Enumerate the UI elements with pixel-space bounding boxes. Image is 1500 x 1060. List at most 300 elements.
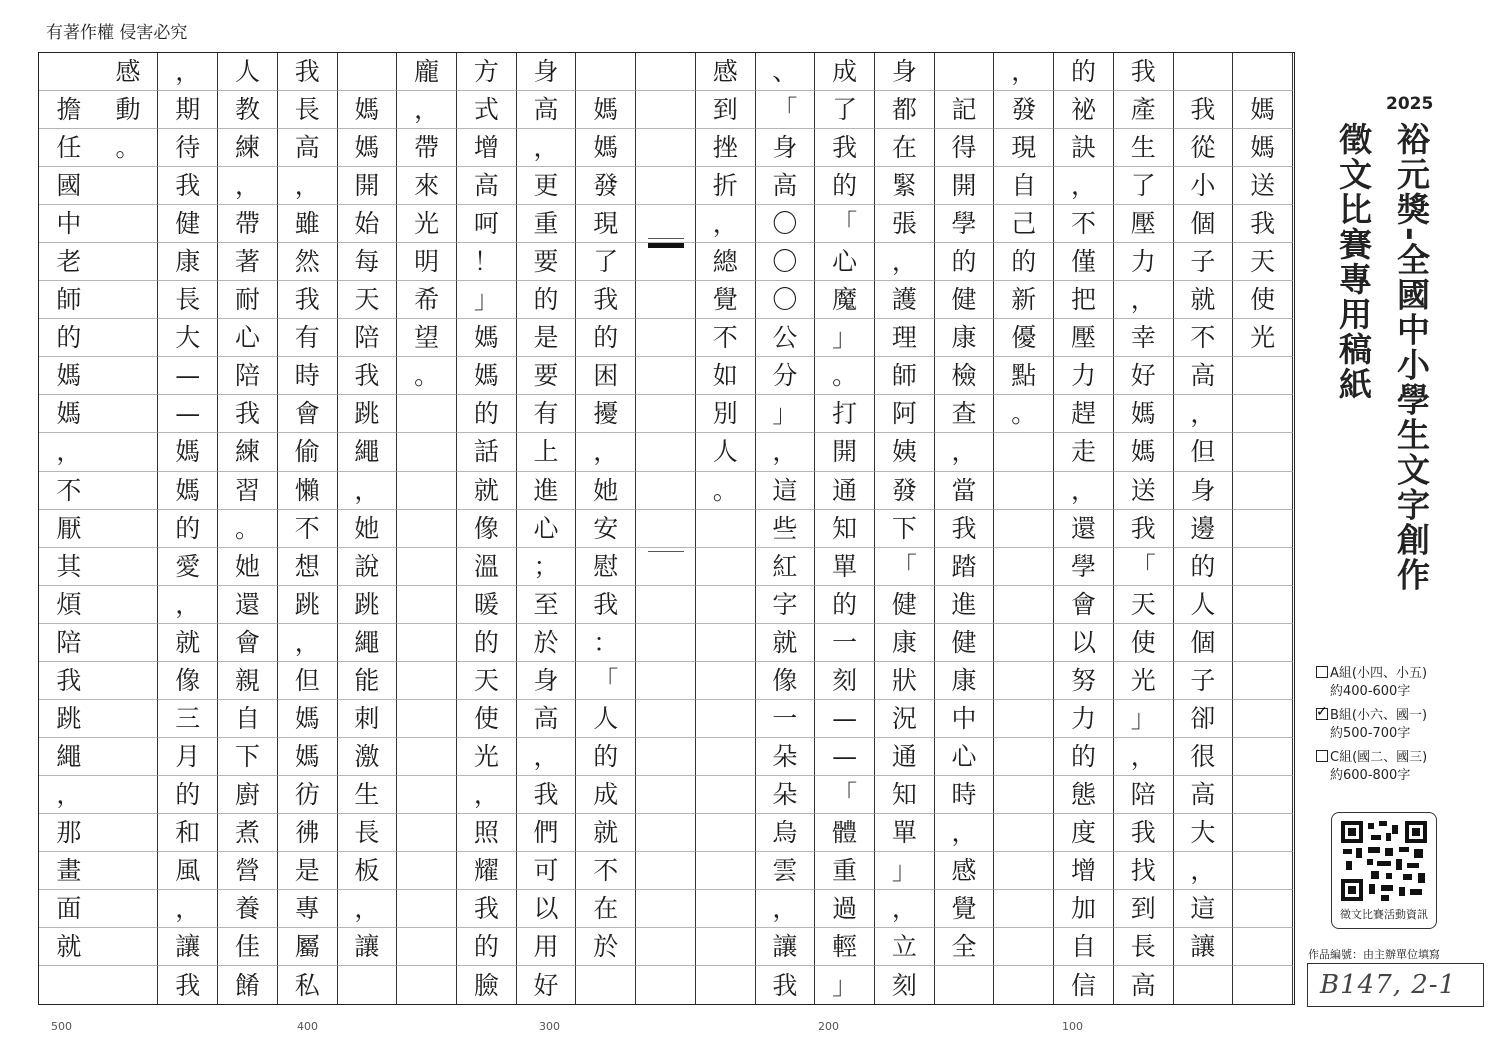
manuscript-cell: 送 (1114, 472, 1174, 510)
manuscript-cell: 康 (875, 624, 935, 662)
manuscript-column (1233, 53, 1293, 1004)
manuscript-column (338, 53, 398, 1004)
manuscript-cell: 和 (158, 814, 218, 852)
manuscript-cell (1233, 738, 1293, 776)
manuscript-cell: ， (158, 586, 218, 624)
manuscript-cell: 刺 (338, 700, 398, 738)
manuscript-cell: 慰 (576, 548, 636, 586)
manuscript-cell: ， (935, 433, 995, 471)
manuscript-cell: 趕 (1054, 395, 1114, 433)
manuscript-cell: ， (756, 890, 816, 928)
manuscript-cell: 過 (815, 890, 875, 928)
manuscript-cell: 然 (278, 243, 338, 281)
manuscript-cell (696, 890, 756, 928)
manuscript-cell: 踏 (935, 548, 995, 586)
manuscript-cell: 生 (338, 776, 398, 814)
manuscript-cell (636, 548, 696, 586)
manuscript-cell: 要 (517, 243, 577, 281)
manuscript-cell: 來 (397, 167, 457, 205)
manuscript-cell: 還 (218, 586, 278, 624)
manuscript-cell: 。 (397, 357, 457, 395)
manuscript-cell (99, 319, 159, 357)
manuscript-cell (1233, 814, 1293, 852)
manuscript-cell (1233, 433, 1293, 471)
manuscript-cell: 的 (158, 776, 218, 814)
manuscript-cell: 期 (158, 91, 218, 129)
manuscript-cell: 就 (756, 624, 816, 662)
manuscript-cell: 我 (338, 357, 398, 395)
manuscript-cell (99, 357, 159, 395)
manuscript-cell (99, 890, 159, 928)
manuscript-cell: 煩 (39, 586, 99, 624)
manuscript-cell: 像 (457, 510, 517, 548)
manuscript-cell: 度 (1054, 814, 1114, 852)
manuscript-cell: ， (1114, 738, 1174, 776)
manuscript-cell: ， (935, 814, 995, 852)
manuscript-cell: 自 (218, 700, 278, 738)
manuscript-cell: ， (875, 890, 935, 928)
manuscript-cell: 當 (935, 472, 995, 510)
manuscript-cell: 的 (457, 928, 517, 966)
checkbox-c[interactable] (1316, 750, 1328, 762)
manuscript-cell: 每 (338, 243, 398, 281)
manuscript-cell (696, 662, 756, 700)
manuscript-cell: 高 (1174, 357, 1234, 395)
manuscript-cell: 陪 (39, 624, 99, 662)
manuscript-cell (696, 852, 756, 890)
manuscript-cell: 習 (218, 472, 278, 510)
manuscript-cell: 。 (994, 395, 1054, 433)
manuscript-cell: 她 (338, 510, 398, 548)
manuscript-cell: 卻 (1174, 700, 1234, 738)
manuscript-cell: 康 (935, 662, 995, 700)
manuscript-cell: 的 (457, 624, 517, 662)
manuscript-cell: 全 (935, 928, 995, 966)
manuscript-cell: 我 (576, 281, 636, 319)
group-options (1316, 665, 1456, 791)
manuscript-cell: 光 (1114, 662, 1174, 700)
manuscript-cell: 媽 (338, 91, 398, 129)
manuscript-cell: 中 (39, 205, 99, 243)
manuscript-cell: 高 (517, 700, 577, 738)
manuscript-cell: 長 (1114, 928, 1174, 966)
manuscript-cell: 從 (1174, 129, 1234, 167)
manuscript-cell: 力 (1114, 243, 1174, 281)
group-option-c[interactable] (1316, 749, 1456, 785)
manuscript-cell: ， (278, 624, 338, 662)
manuscript-cell: 像 (158, 662, 218, 700)
manuscript-cell: 「 (576, 662, 636, 700)
manuscript-cell (696, 700, 756, 738)
manuscript-cell: 在 (875, 129, 935, 167)
manuscript-cell (397, 776, 457, 814)
manuscript-cell: 人 (696, 433, 756, 471)
scale-mark-400: 400 (297, 1020, 318, 1033)
manuscript-cell: 以 (1054, 624, 1114, 662)
manuscript-cell: 像 (756, 662, 816, 700)
manuscript-cell (636, 129, 696, 167)
manuscript-cell: 天 (457, 662, 517, 700)
manuscript-cell: 人 (576, 700, 636, 738)
manuscript-cell (397, 433, 457, 471)
manuscript-cell: 開 (815, 433, 875, 471)
manuscript-cell: 繩 (338, 433, 398, 471)
manuscript-cell: 很 (1174, 738, 1234, 776)
manuscript-cell: 的 (39, 319, 99, 357)
manuscript-cell (397, 395, 457, 433)
manuscript-column (935, 53, 995, 1004)
manuscript-cell: 感 (99, 53, 159, 91)
manuscript-cell: 媽 (1114, 433, 1174, 471)
manuscript-cell: 我 (39, 662, 99, 700)
manuscript-cell: 餚 (218, 966, 278, 1004)
checkbox-b-checked[interactable] (1316, 708, 1328, 720)
manuscript-cell: 力 (1054, 357, 1114, 395)
manuscript-cell: 現 (994, 129, 1054, 167)
manuscript-cell: 長 (158, 281, 218, 319)
manuscript-cell: 努 (1054, 662, 1114, 700)
manuscript-cell: 有 (517, 395, 577, 433)
manuscript-cell: 我 (935, 510, 995, 548)
manuscript-cell: 。 (99, 129, 159, 167)
manuscript-cell: ， (994, 53, 1054, 91)
group-option-b[interactable] (1316, 707, 1456, 743)
manuscript-cell (636, 852, 696, 890)
manuscript-cell (994, 548, 1054, 586)
manuscript-cell: 健 (935, 624, 995, 662)
manuscript-cell: 幸 (1114, 319, 1174, 357)
manuscript-cell: 以 (517, 890, 577, 928)
manuscript-cell: 都 (875, 91, 935, 129)
manuscript-cell: 耀 (457, 852, 517, 890)
manuscript-cell: 帶 (397, 129, 457, 167)
qr-caption: 徵文比賽活動資訊 (1340, 908, 1428, 921)
manuscript-cell: 高 (457, 167, 517, 205)
manuscript-cell: 我 (517, 776, 577, 814)
qr-code-panel[interactable] (1331, 812, 1437, 929)
manuscript-cell: 媽 (1233, 91, 1293, 129)
manuscript-cell: 板 (338, 852, 398, 890)
manuscript-cell (338, 53, 398, 91)
manuscript-cell: 安 (576, 510, 636, 548)
group-a-range: 約400-600字 (1330, 684, 1411, 699)
manuscript-cell: 待 (158, 129, 218, 167)
manuscript-cell: 高 (517, 91, 577, 129)
manuscript-cell: 朵 (756, 738, 816, 776)
manuscript-cell: 光 (397, 205, 457, 243)
manuscript-cell: 信 (1054, 966, 1114, 1004)
manuscript-cell (1233, 53, 1293, 91)
manuscript-cell: ， (1174, 395, 1234, 433)
manuscript-cell (935, 53, 995, 91)
manuscript-column (1054, 53, 1114, 1004)
manuscript-cell: 單 (875, 814, 935, 852)
manuscript-cell: 身 (517, 662, 577, 700)
manuscript-cell: 」 (815, 966, 875, 1004)
manuscript-cell: 困 (576, 357, 636, 395)
manuscript-cell: 懶 (278, 472, 338, 510)
manuscript-cell: 自 (994, 167, 1054, 205)
manuscript-cell: 單 (815, 548, 875, 586)
manuscript-cell: 了 (815, 91, 875, 129)
manuscript-cell: 的 (158, 510, 218, 548)
manuscript-cell: ， (1174, 852, 1234, 890)
manuscript-cell: 這 (1174, 890, 1234, 928)
manuscript-cell (636, 91, 696, 129)
manuscript-cell: 彿 (278, 814, 338, 852)
manuscript-cell: 媽 (1233, 129, 1293, 167)
manuscript-cell: 祕 (1054, 91, 1114, 129)
manuscript-cell: ， (576, 433, 636, 471)
manuscript-cell (99, 814, 159, 852)
manuscript-cell (994, 624, 1054, 662)
manuscript-cell: 望 (397, 319, 457, 357)
manuscript-cell: 時 (935, 776, 995, 814)
manuscript-cell: 」 (457, 281, 517, 319)
manuscript-column (576, 53, 636, 1004)
manuscript-cell: — (158, 357, 218, 395)
manuscript-cell: ， (278, 167, 338, 205)
manuscript-cell (576, 53, 636, 91)
manuscript-cell: 覺 (696, 281, 756, 319)
manuscript-cell: 我 (218, 395, 278, 433)
manuscript-cell (338, 966, 398, 1004)
manuscript-cell: 我 (457, 890, 517, 928)
manuscript-cell: 發 (875, 472, 935, 510)
manuscript-cell: 我 (158, 966, 218, 1004)
manuscript-cell: 廚 (218, 776, 278, 814)
manuscript-cell: 任 (39, 129, 99, 167)
manuscript-cell: 身 (875, 53, 935, 91)
manuscript-cell: 感 (935, 852, 995, 890)
manuscript-cell: 能 (338, 662, 398, 700)
manuscript-cell: 的 (815, 167, 875, 205)
manuscript-cell: 著 (218, 243, 278, 281)
group-c-label: C組(國二、國三) (1330, 750, 1428, 765)
manuscript-cell: 希 (397, 281, 457, 319)
manuscript-column (756, 53, 816, 1004)
manuscript-cell: 心 (517, 510, 577, 548)
manuscript-cell (99, 472, 159, 510)
manuscript-column (517, 53, 577, 1004)
manuscript-cell: 親 (218, 662, 278, 700)
manuscript-column (815, 53, 875, 1004)
manuscript-cell: 「 (815, 205, 875, 243)
manuscript-cell: 阿 (875, 395, 935, 433)
manuscript-cell: 魔 (815, 281, 875, 319)
manuscript-cell: 邊 (1174, 510, 1234, 548)
manuscript-cell: ， (39, 776, 99, 814)
manuscript-cell (99, 852, 159, 890)
manuscript-cell: 媽 (338, 129, 398, 167)
manuscript-cell: 增 (1054, 852, 1114, 890)
manuscript-cell: ， (39, 433, 99, 471)
copyright-notice: 有著作權 侵害必究 (46, 23, 188, 43)
manuscript-cell: 媽 (158, 472, 218, 510)
manuscript-cell: 自 (1054, 928, 1114, 966)
manuscript-cell: 教 (218, 91, 278, 129)
manuscript-cell: 我 (1174, 91, 1234, 129)
manuscript-cell: 個 (1174, 205, 1234, 243)
manuscript-cell: 養 (218, 890, 278, 928)
manuscript-cell: 練 (218, 433, 278, 471)
manuscript-cell (636, 700, 696, 738)
manuscript-cell: 於 (576, 928, 636, 966)
manuscript-cell: 康 (935, 319, 995, 357)
manuscript-cell (994, 776, 1054, 814)
manuscript-cell: 高 (1114, 966, 1174, 1004)
manuscript-cell (994, 738, 1054, 776)
manuscript-cell: 點 (994, 357, 1054, 395)
manuscript-cell: 就 (1174, 281, 1234, 319)
manuscript-cell: 跳 (338, 395, 398, 433)
manuscript-cell (994, 852, 1054, 890)
manuscript-cell: 心 (218, 319, 278, 357)
manuscript-cell: 刻 (815, 662, 875, 700)
manuscript-cell (99, 433, 159, 471)
manuscript-cell: ， (158, 53, 218, 91)
manuscript-cell (397, 662, 457, 700)
manuscript-cell (397, 890, 457, 928)
manuscript-cell (1233, 700, 1293, 738)
manuscript-cell (1233, 586, 1293, 624)
submission-id-label: 作品編號：由主辦單位填寫 (1308, 948, 1440, 961)
manuscript-cell: 陪 (338, 319, 398, 357)
manuscript-cell: 挫 (696, 129, 756, 167)
manuscript-cell: — (158, 395, 218, 433)
manuscript-cell: 媽 (576, 129, 636, 167)
manuscript-column (158, 53, 218, 1004)
manuscript-cell (397, 472, 457, 510)
manuscript-cell: 好 (517, 966, 577, 1004)
manuscript-cell (99, 928, 159, 966)
group-b-label: B組(小六、國一) (1330, 708, 1428, 723)
manuscript-cell: 輕 (815, 928, 875, 966)
manuscript-cell: 明 (397, 243, 457, 281)
manuscript-cell: 就 (158, 624, 218, 662)
manuscript-cell: 子 (1174, 662, 1234, 700)
manuscript-cell: ， (338, 472, 398, 510)
manuscript-cell: 的 (517, 281, 577, 319)
manuscript-cell: 暖 (457, 586, 517, 624)
manuscript-cell (1233, 662, 1293, 700)
manuscript-cell: 些 (756, 510, 816, 548)
manuscript-cell: 天 (1233, 243, 1293, 281)
manuscript-cell: 知 (815, 510, 875, 548)
manuscript-cell: 。 (815, 357, 875, 395)
paper-subtitle: 徵文比賽專用稿紙 (1334, 122, 1373, 402)
manuscript-cell: 下 (875, 510, 935, 548)
manuscript-cell: 感 (696, 53, 756, 91)
manuscript-cell: 、 (756, 53, 816, 91)
group-option-a[interactable] (1316, 665, 1456, 701)
manuscript-cell: 屬 (278, 928, 338, 966)
manuscript-cell: 媽 (278, 700, 338, 738)
manuscript-cell: 「 (756, 91, 816, 129)
manuscript-cell: 「 (1114, 548, 1174, 586)
qr-code-icon (1341, 821, 1427, 901)
manuscript-cell: 師 (875, 357, 935, 395)
scale-mark-300: 300 (539, 1020, 560, 1033)
manuscript-cell: 檢 (935, 357, 995, 395)
manuscript-cell: 找 (1114, 852, 1174, 890)
manuscript-cell (99, 205, 159, 243)
manuscript-cell (99, 548, 159, 586)
manuscript-cell (397, 586, 457, 624)
manuscript-cell: ， (338, 890, 398, 928)
manuscript-cell (696, 738, 756, 776)
manuscript-cell (1233, 890, 1293, 928)
manuscript-cell: 不 (1174, 319, 1234, 357)
manuscript-cell: — (815, 738, 875, 776)
manuscript-column (218, 53, 278, 1004)
manuscript-cell: 訣 (1054, 129, 1114, 167)
manuscript-column (696, 53, 756, 1004)
manuscript-cell: 擾 (576, 395, 636, 433)
manuscript-cell (397, 510, 457, 548)
manuscript-cell (1174, 53, 1234, 91)
manuscript-cell: ， (756, 433, 816, 471)
manuscript-cell: 上 (517, 433, 577, 471)
manuscript-cell: 她 (576, 472, 636, 510)
manuscript-cell: 生 (1114, 129, 1174, 167)
manuscript-cell (99, 966, 159, 1004)
manuscript-column (99, 53, 159, 1004)
manuscript-cell: 張 (875, 205, 935, 243)
manuscript-cell: 開 (338, 167, 398, 205)
manuscript-cell: 不 (696, 319, 756, 357)
manuscript-cell: 私 (278, 966, 338, 1004)
manuscript-cell: 會 (278, 395, 338, 433)
group-a-label: A組(小四、小五) (1330, 666, 1428, 681)
manuscript-cell: 己 (994, 205, 1054, 243)
manuscript-cell: 煮 (218, 814, 278, 852)
manuscript-cell: 擔 (39, 91, 99, 129)
manuscript-cell: 使 (457, 700, 517, 738)
manuscript-cell: 護 (875, 281, 935, 319)
manuscript-cell (397, 548, 457, 586)
manuscript-cell: 查 (935, 395, 995, 433)
manuscript-cell: 風 (158, 852, 218, 890)
manuscript-cell: 成 (576, 776, 636, 814)
checkbox-a[interactable] (1316, 666, 1328, 678)
manuscript-cell: 的 (576, 738, 636, 776)
manuscript-cell: 媽 (1114, 395, 1174, 433)
manuscript-cell (994, 662, 1054, 700)
group-b-range: 約500-700字 (1330, 726, 1411, 741)
manuscript-cell: 在 (576, 890, 636, 928)
manuscript-cell: 發 (994, 91, 1054, 129)
manuscript-cell: 我 (1233, 205, 1293, 243)
manuscript-cell: 繩 (338, 624, 398, 662)
manuscript-cell: 偷 (278, 433, 338, 471)
manuscript-cell: ， (1114, 281, 1174, 319)
manuscript-cell: 的 (1174, 548, 1234, 586)
manuscript-cell: 通 (875, 738, 935, 776)
manuscript-cell: 於 (517, 624, 577, 662)
manuscript-cell: 健 (875, 586, 935, 624)
manuscript-cell: 一 (756, 700, 816, 738)
manuscript-cell (1233, 357, 1293, 395)
manuscript-cell: 總 (696, 243, 756, 281)
manuscript-cell: 記 (935, 91, 995, 129)
manuscript-cell: 讓 (158, 928, 218, 966)
manuscript-cell: 態 (1054, 776, 1114, 814)
manuscript-cell: 加 (1054, 890, 1114, 928)
manuscript-cell: ， (696, 205, 756, 243)
manuscript-cell: ， (397, 91, 457, 129)
manuscript-cell: 月 (158, 738, 218, 776)
